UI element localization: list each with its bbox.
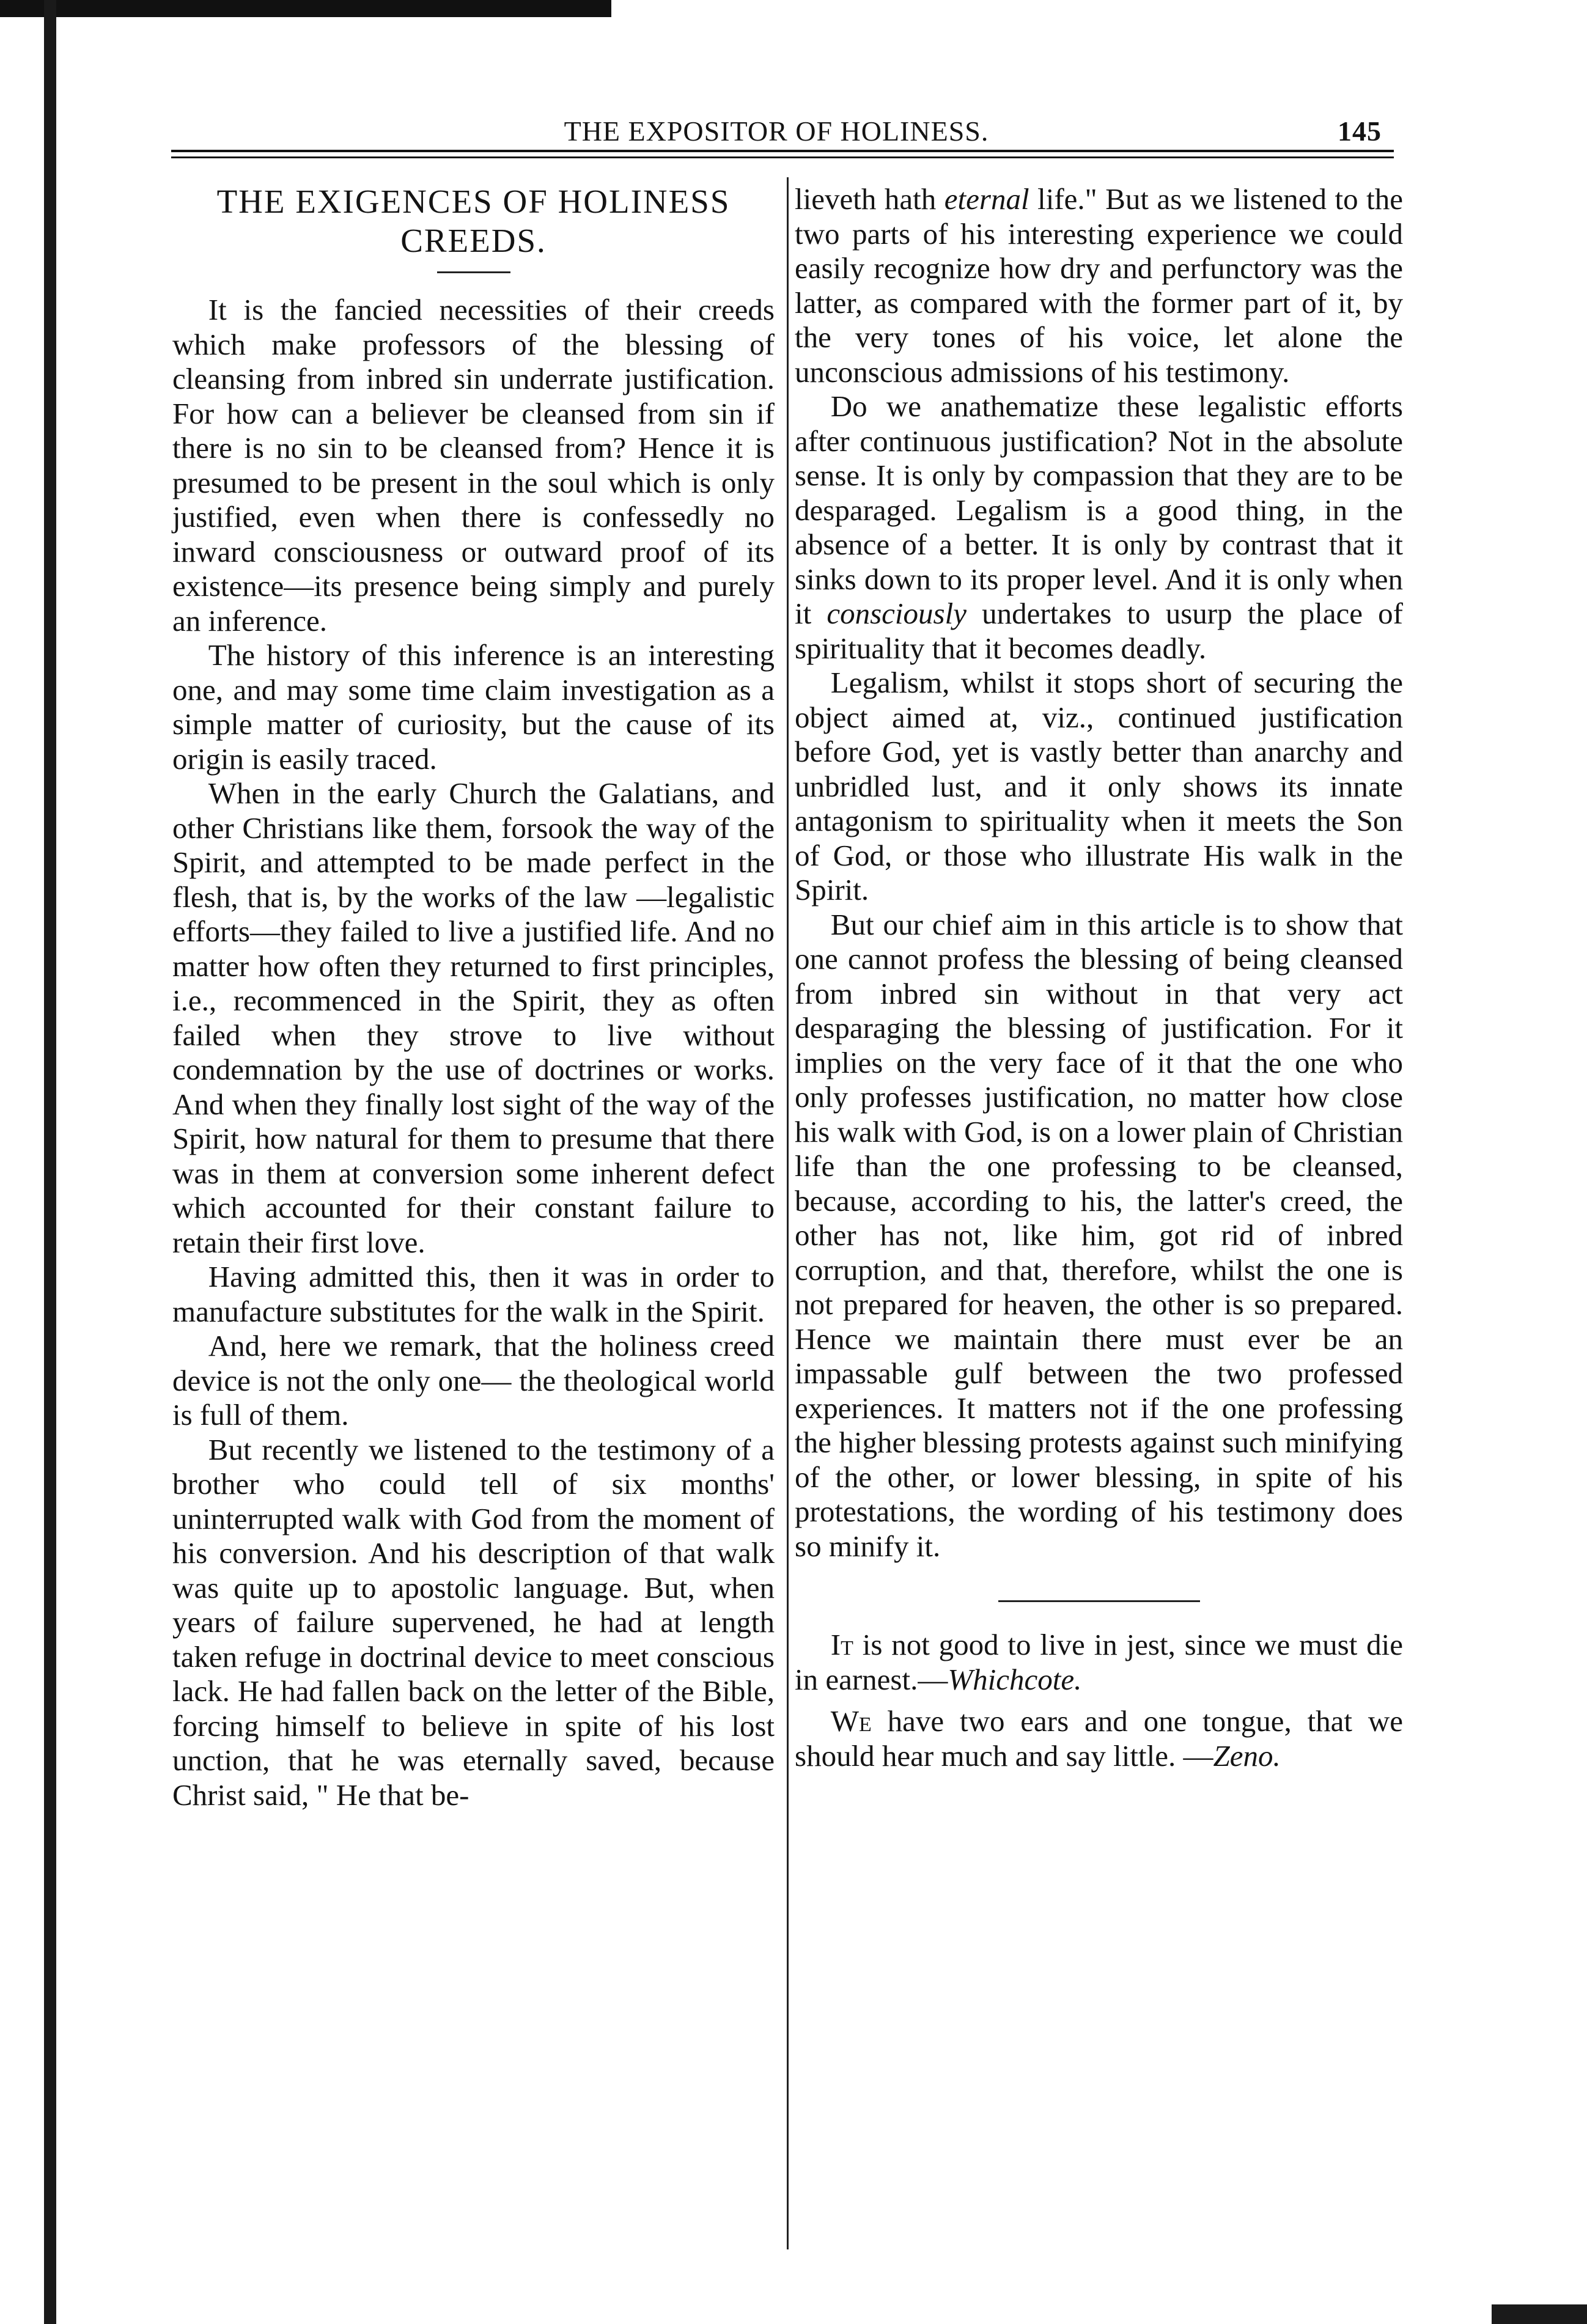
quote [795, 1628, 1403, 1697]
paragraph-continued [795, 182, 1403, 389]
article-title-line1: THE EXIGENCES OF HOLINESS [216, 183, 731, 220]
paragraph: When in the early Church the Galatians, and other Christians like them, forsook the way of the Spirit, and attempted to be made perfect in the flesh, that is, by the works of the law —legalistic efforts—they failed to live a justified life. And no matter how often they returned to first principles, i.e., recommenced in the Spirit, they as often failed when they strove to live without condemnation by the use of doctrines or works. And when they finally lost sight of the way of the Spirit, how natural for them to presume that there was in them at conversion some inherent defect which accounted for their constant failure to retain their first love. [172, 776, 775, 1259]
paragraph: But recently we listened to the testimony of a brother who could tell of six months' uninterrupted walk with God from the moment of his conversion. And his description of that walk was quite up to apostolic language. But, when years of failure supervened, he had at length taken refuge in doctrinal device to meet conscious lack. He had fallen back on the letter of the Bible, forcing himself to believe in spite of his lost unction, that he was eternally saved, because Christ said, " He that be- [172, 1432, 775, 1812]
text-run: Do we anathematize these legalistic efforts after continuous justification? Not in the absolute sense. It is only by compassion that they are to be desparaged. Legalism is a good thing, in the absence of a better. It is only by contrast that it sinks down to its proper level. And it is only when it [795, 389, 1403, 630]
quote-lead: It [830, 1628, 853, 1661]
article-title [172, 182, 775, 260]
scan-edge-left [44, 0, 56, 2324]
text-run: undertakes to usurp the place of spirituality that it becomes deadly. [795, 597, 1403, 665]
header-rule-bottom [171, 156, 1394, 158]
paragraph: Having admitted this, then it was in order to manufacture substitutes for the walk in the Spirit. [172, 1260, 775, 1328]
quote [795, 1704, 1403, 1773]
quote-author: Zeno. [1213, 1738, 1281, 1773]
quote-lead: We [830, 1704, 872, 1738]
scan-edge-top [0, 0, 611, 17]
scan-edge-mark [1492, 2304, 1587, 2324]
article-title-line2: CREEDS. [400, 222, 547, 259]
paragraph: Legalism, whilst it stops short of securing the object aimed at, viz., continued justification before God, yet is vastly better than anarchy and unbridled lust, and it only shows its innate antagonism to spirituality when it meets the Son of God, or those who illustrate His walk in the Spirit. [795, 666, 1403, 906]
title-rule [437, 271, 510, 273]
italic-word: eternal [944, 182, 1029, 216]
paragraph: It is the fancied necessities of their creeds which make professors of the blessing of cleansing from inbred sin underrate justification. For how can a believer be cleansed from sin if there is no sin to be cleansed from? Hence it is presumed to be present in the soul which is only justified, even when there is confessedly no inward consciousness or outward proof of its existence—its presence being simply and purely an inference. [172, 293, 775, 638]
text-run: life." But as we listened to the two parts of his interesting experience we could easily recognize how dry and perfunctory was the latter, as compared with the former part of it, by the very tones of his voice, let alone the unconscious admissions of his testimony. [795, 182, 1404, 389]
page-number: 145 [1338, 116, 1382, 147]
header-rule-top [171, 150, 1394, 152]
journal-title: THE EXPOSITOR OF HOLINESS. [564, 116, 989, 147]
text-run: lieveth hath [795, 182, 937, 216]
right-column [795, 182, 1403, 1781]
italic-word: consciously [827, 597, 967, 630]
quote-author: Whichcote. [948, 1662, 1082, 1696]
quotes-block [795, 1628, 1403, 1773]
running-header [171, 104, 1406, 153]
section-rule [998, 1600, 1200, 1602]
quote-text: is not good to live in jest, since we must die in earnest.— [795, 1628, 1403, 1696]
paragraph: And, here we remark, that the holiness creed device is not the only one— the theological world is full of them. [172, 1329, 775, 1432]
left-column [172, 182, 775, 1812]
paragraph: The history of this inference is an interesting one, and may some time claim investigation as a simple matter of curiosity, but the cause of its origin is easily traced. [172, 638, 775, 776]
column-divider [787, 177, 789, 2249]
paragraph [795, 389, 1403, 666]
paragraph: But our chief aim in this article is to show that one cannot profess the blessing of being cleansed from inbred sin without in that very act desparaging the blessing of justification. For it implies on the very face of it that the one who only professes justification, no matter how close his walk with God, is on a lower plain of Christian life than the one professing to be cleansed, because, according to his, the latter's creed, the other has not, like him, got rid of inbred corruption, and that, therefore, whilst the one is not prepared for heaven, the other is so prepared. Hence we maintain there must ever be an impassable gulf between the two professed experiences. It matters not if the one professing the higher blessing protests against such minifying of the other, or lower blessing, in spite of his protestations, the wording of his testimony does so minify it. [795, 907, 1403, 1563]
quote-text: have two ears and one tongue, that we should hear much and say little. — [795, 1704, 1403, 1773]
